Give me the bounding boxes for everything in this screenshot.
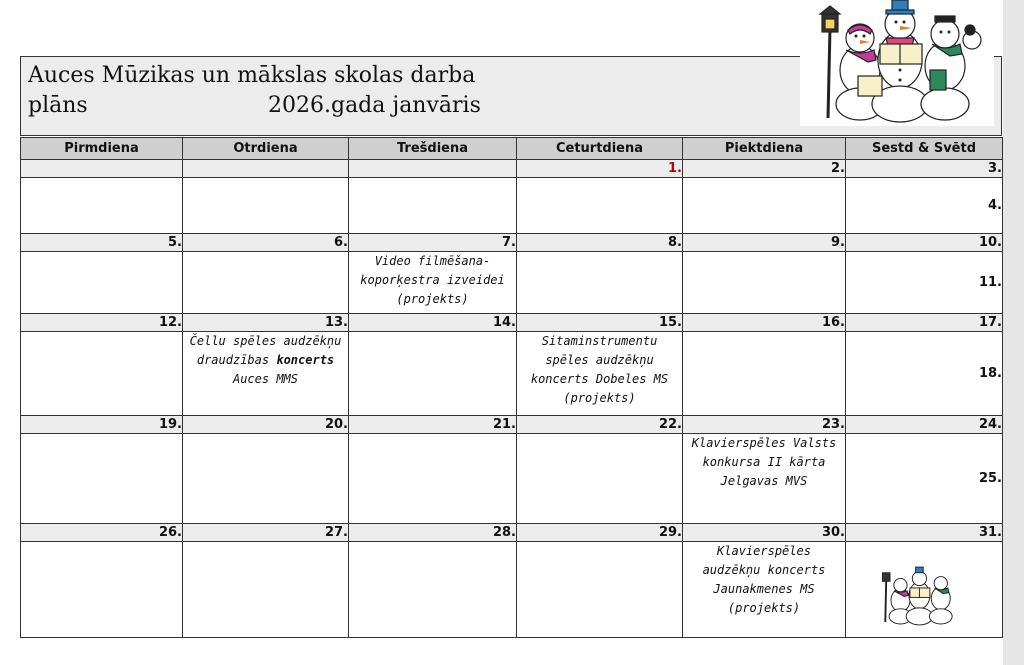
weekday-tue: Otrdiena — [183, 138, 349, 160]
date-number: 28. — [349, 524, 517, 542]
date-number: 13. — [183, 314, 349, 332]
date-number: 26. — [21, 524, 183, 542]
day-cell[interactable] — [21, 178, 183, 234]
day-cell[interactable] — [21, 542, 183, 638]
weekend-sunday-cell[interactable]: 11. — [846, 252, 1003, 314]
event-row — [21, 434, 1003, 524]
weekday-wed: Trešdiena — [349, 138, 517, 160]
day-cell[interactable] — [517, 434, 683, 524]
date-number — [349, 160, 517, 178]
day-cell[interactable] — [21, 252, 183, 314]
weekday-mon: Pirmdiena — [21, 138, 183, 160]
date-number: 29. — [517, 524, 683, 542]
date-number: 17. — [846, 314, 1003, 332]
day-cell[interactable] — [683, 332, 846, 416]
date-number: 6. — [183, 234, 349, 252]
date-number: 20. — [183, 416, 349, 434]
date-number: 30. — [683, 524, 846, 542]
title-line-2a: plāns — [28, 93, 88, 118]
vertical-scrollbar[interactable] — [1003, 0, 1024, 665]
day-cell[interactable] — [517, 178, 683, 234]
date-number: 27. — [183, 524, 349, 542]
day-cell[interactable] — [349, 332, 517, 416]
date-number — [21, 160, 183, 178]
day-cell[interactable] — [183, 434, 349, 524]
day-cell[interactable] — [349, 178, 517, 234]
day-cell[interactable] — [183, 178, 349, 234]
date-number: 14. — [349, 314, 517, 332]
date-number — [183, 160, 349, 178]
day-cell[interactable] — [183, 542, 349, 638]
date-number: 31. — [846, 524, 1003, 542]
day-cell[interactable] — [21, 434, 183, 524]
date-row — [21, 524, 1003, 542]
weekend-sunday-cell[interactable]: 25. — [846, 434, 1003, 524]
day-cell[interactable] — [21, 332, 183, 416]
day-cell[interactable]: Sitaminstrumentu spēles audzēkņu koncerts Dobeles MS (projekts) — [517, 332, 683, 416]
date-number: 16. — [683, 314, 846, 332]
date-number: 9. — [683, 234, 846, 252]
event-row — [21, 542, 1003, 638]
date-number: 2. — [683, 160, 846, 178]
day-cell[interactable] — [683, 252, 846, 314]
day-cell[interactable] — [683, 178, 846, 234]
date-number: 21. — [349, 416, 517, 434]
date-number: 5. — [21, 234, 183, 252]
weekday-weekend: Sestd & Svētd — [846, 138, 1003, 160]
day-cell[interactable] — [349, 542, 517, 638]
date-row — [21, 416, 1003, 434]
weekday-header-row — [21, 138, 1003, 160]
date-number: 19. — [21, 416, 183, 434]
weekday-thu: Ceturtdiena — [517, 138, 683, 160]
date-number: 22. — [517, 416, 683, 434]
date-row — [21, 314, 1003, 332]
date-number: 24. — [846, 416, 1003, 434]
day-cell[interactable] — [517, 542, 683, 638]
day-cell[interactable] — [517, 252, 683, 314]
weekend-sunday-cell[interactable]: 18. — [846, 332, 1003, 416]
weekday-fri: Piektdiena — [683, 138, 846, 160]
calendar-sheet — [20, 56, 1002, 652]
date-number: 3. — [846, 160, 1003, 178]
date-number: 23. — [683, 416, 846, 434]
day-cell[interactable]: Čellu spēles audzēkņu draudzības koncerts Auces MMS — [183, 332, 349, 416]
day-cell[interactable]: Video filmēšana- koporķestra izveidei (projekts) — [349, 252, 517, 314]
date-row — [21, 160, 1003, 178]
event-row — [21, 252, 1003, 314]
date-number: 15. — [517, 314, 683, 332]
event-row — [21, 178, 1003, 234]
date-number: 7. — [349, 234, 517, 252]
date-number: 10. — [846, 234, 1003, 252]
calendar-table — [20, 137, 1003, 638]
date-number: 8. — [517, 234, 683, 252]
weekend-sunday-cell[interactable]: 4. — [846, 178, 1003, 234]
day-cell[interactable]: Klavierspēles audzēkņu koncerts Jaunakmenes MS (projekts) — [683, 542, 846, 638]
title-line-1: Auces Mūzikas un mākslas skolas darba — [28, 63, 476, 88]
day-cell[interactable] — [349, 434, 517, 524]
day-cell[interactable] — [183, 252, 349, 314]
title-month: 2026.gada janvāris — [268, 93, 481, 118]
day-cell[interactable]: Klavierspēles Valsts konkursa II kārta Jelgavas MVS — [683, 434, 846, 524]
page-title — [28, 61, 481, 121]
date-number: 1. — [517, 160, 683, 178]
snowmen-small-image — [872, 556, 964, 636]
event-row — [21, 332, 1003, 416]
snowmen-carolers-image — [800, 0, 994, 126]
date-number: 12. — [21, 314, 183, 332]
date-row — [21, 234, 1003, 252]
